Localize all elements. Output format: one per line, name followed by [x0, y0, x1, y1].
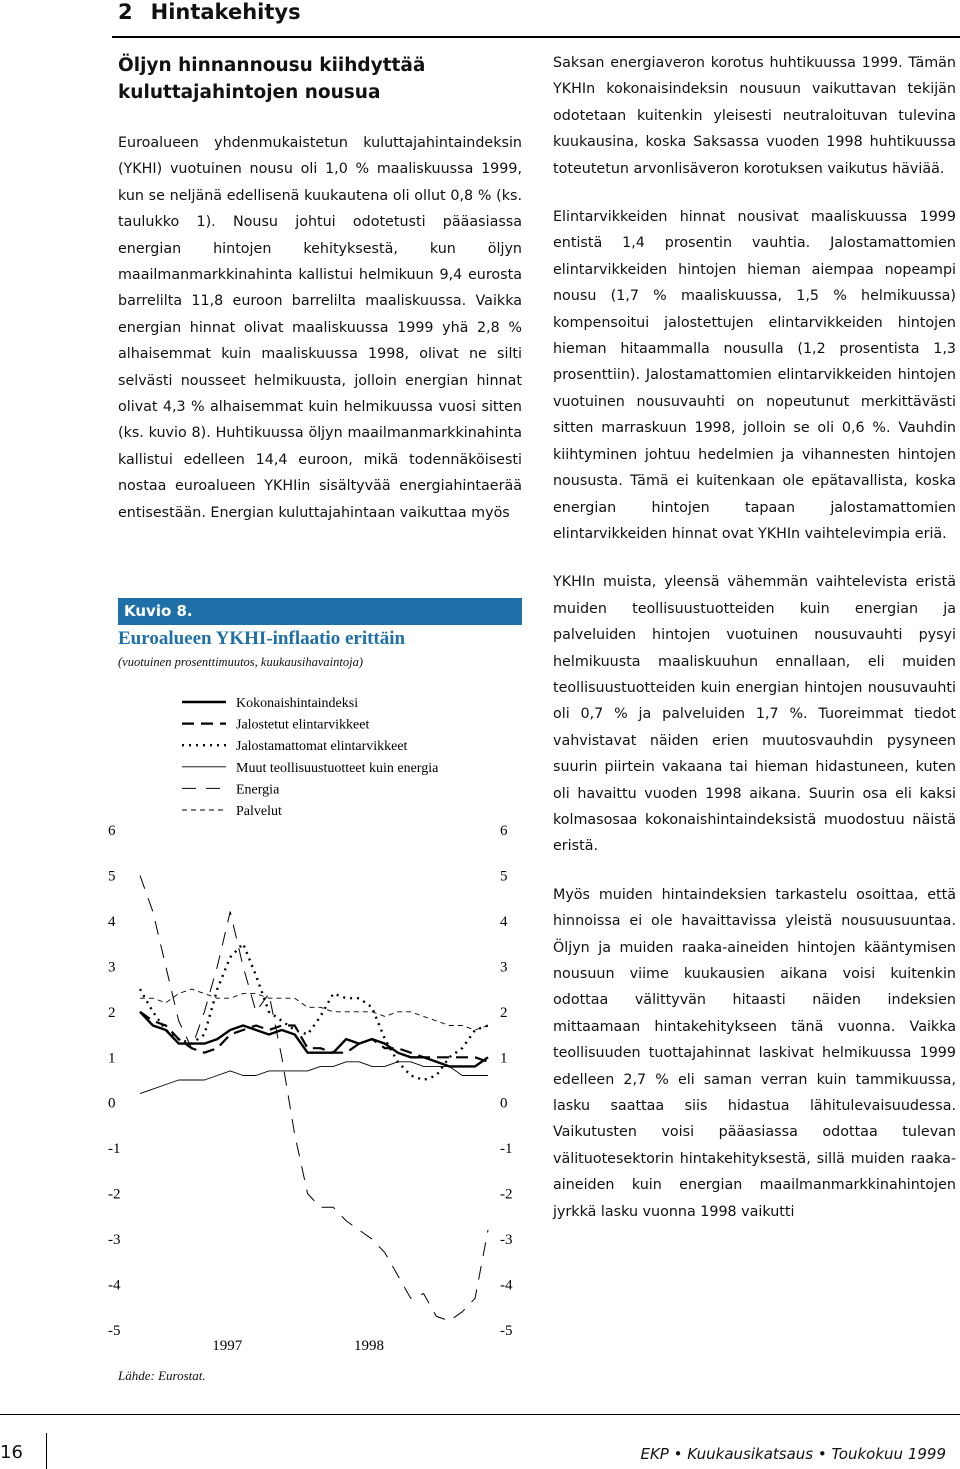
figure-tag-bar — [118, 598, 522, 625]
y-tick-label-left: 4 — [108, 913, 116, 930]
y-tick-label-left: 3 — [108, 959, 116, 976]
y-tick-label-left: -2 — [108, 1186, 121, 1203]
y-tick-label-right: -5 — [500, 1323, 513, 1339]
headline-line-1: Öljyn hinnannousu kiihdyttää — [118, 55, 426, 76]
legend-label-6: Palvelut — [236, 804, 282, 819]
y-tick-label-left: 1 — [108, 1050, 116, 1067]
y-tick-label-right: 2 — [500, 1004, 508, 1021]
y-tick-label-left: 2 — [108, 1004, 116, 1021]
right-paragraph-3: YKHIn muista, yleensä vähemmän vaihtelevista eristä muiden teollisuustuotteiden kuin energian ja palveluiden hintojen vuotuinen nousuvauhti pysyi helmikuusta maaliskuuhun ennallaan, eli muiden teollisuustuotteiden kuin energian hintojen nousuvauhti oli 0,7 % ja palveluiden 1,7 %. Tuoreimmat tiedot vahvistavat näiden erien muutosvauhdin pysyneen suurin piirtein vakaana tai hieman hidastuneen, kuten oli havaittu vuoden 1998 aikana. Suurin osa eli kaksi kolmasosaa kokonaishintaindeksistä muodostuu näistä eristä. — [553, 574, 956, 855]
series-line-5 — [140, 876, 488, 1321]
inflation-chart — [100, 680, 530, 1360]
y-tick-label-left: 6 — [108, 823, 116, 839]
y-tick-label-right: -2 — [500, 1186, 513, 1203]
legend-label-1: Kokonaishintaindeksi — [236, 696, 359, 711]
right-paragraph-4: Myös muiden hintaindeksien tarkastelu osoittaa, että hinnoissa ei ole havaittavissa yleistä nousuusuuntaa. Öljyn ja muiden raaka-aineiden hintojen kääntymisen nousuun viime kuukausien aikana voisi kuitenkin odottaa välittyvän hitaasti näiden indeksien mittaamaan hintakehitykseen tänä vuonna. Vaikka teollisuuden tuottajahinnat laskivat helmikuussa 1999 edelleen 2,7 % eli saman verran kuin tammikuussa, lasku saattaa siis hidastua lähitulevaisuudessa. Vaikutusten voisi pääasiassa odottaa tulevan välituotesektorin hintakehityksestä, sillä muiden raaka-aineiden kuin energian maailmanmarkkinahintojen jyrkkä lasku vuonna 1998 vaikutti — [553, 886, 956, 1220]
right-paragraph-1: Saksan energiaveron korotus huhtikuussa 1999. Tämän YKHIn kokonaisindeksin nousuun vaikuttavan tekijän odotetaan kuitenkin yleisesti neutraloituvan tulevina kuukausina, koska Saksassa vuoden 1998 huhtikuussa toteutetun arvonlisäveron korotuksen vaikutus häviää. — [553, 55, 956, 177]
series-line-2 — [140, 1012, 488, 1062]
page-number: 16 — [0, 1442, 23, 1463]
right-column — [553, 50, 956, 1225]
y-tick-label-left: 5 — [108, 868, 116, 885]
legend-label-5: Energia — [236, 782, 280, 798]
series-line-4 — [140, 1062, 488, 1094]
series-line-3 — [140, 944, 488, 1080]
y-tick-label-left: 0 — [108, 1095, 116, 1112]
figure-tag: Kuvio 8. — [124, 602, 193, 620]
y-tick-label-left: -4 — [108, 1277, 121, 1294]
y-tick-label-left: -5 — [108, 1323, 121, 1339]
figure-header — [118, 598, 522, 670]
top-rule — [112, 36, 960, 38]
y-tick-label-left: -1 — [108, 1141, 121, 1158]
legend-label-3: Jalostamattomat elintarvikkeet — [236, 739, 408, 755]
legend-label-4: Muut teollisuustuotteet kuin energia — [236, 760, 439, 776]
figure-subtitle: (vuotuinen prosenttimuutos, kuukausihavaintoja) — [118, 655, 363, 669]
figure-title: Euroalueen YKHI-inflaatio erittäin — [118, 628, 406, 649]
section-title: Hintakehitys — [150, 0, 301, 24]
x-tick-label: 1998 — [354, 1338, 384, 1354]
series-line-6 — [140, 989, 488, 1030]
bottom-rule — [0, 1414, 960, 1415]
x-tick-label: 1997 — [212, 1338, 243, 1354]
page-number-divider — [46, 1433, 47, 1469]
y-tick-label-right: 4 — [500, 913, 508, 930]
publication-footer: EKP • Kuukausikatsaus • Toukokuu 1999 — [640, 1445, 946, 1463]
series-line-1 — [140, 1012, 488, 1067]
y-tick-label-right: 0 — [500, 1095, 508, 1112]
y-tick-label-right: -3 — [500, 1232, 513, 1249]
figure-source: Lähde: Eurostat. — [118, 1368, 206, 1383]
left-paragraph: Euroalueen yhdenmukaistetun kuluttajahintaindeksin (YKHI) vuotuinen nousu oli 1,0 % maaliskuussa 1999, kun se neljänä edellisenä kuukautena oli ollut 0,8 % (ks. taulukko 1). Nousu johtui odotetusti pääasiassa energian hintojen kehityksestä, kun öljyn maailmanmarkkinahinta kallistui helmikuun 9,4 eurosta barrelilta 11,8 euroon barrelilta maaliskuussa. Vaikka energian hinnat olivat maaliskuussa 1999 yhä 2,8 % alhaisemmat kuin maaliskuussa 1998, olivat ne silti selvästi nousseet helmikuusta, jolloin energian hinnat olivat 4,3 % alhaisemmat kuin helmikuussa vuosi sitten (ks. kuvio 8). Huhtikuussa öljyn maailmanmarkkinahinta kallistui edelleen 14,4 euroon, mikä todennäköisesti nostaa euroalueen YKHIin sisältyvää energiahintaerää entisestään. Energian kuluttajahintaan vaikuttaa myös — [118, 135, 522, 521]
y-tick-label-right: 1 — [500, 1050, 508, 1067]
y-tick-label-right: 3 — [500, 959, 508, 976]
legend-label-2: Jalostetut elintarvikkeet — [236, 717, 370, 733]
y-tick-label-left: -3 — [108, 1232, 121, 1249]
article-headline — [118, 52, 522, 106]
y-tick-label-right: 6 — [500, 823, 508, 839]
y-tick-label-right: 5 — [500, 868, 508, 885]
y-tick-label-right: -4 — [500, 1277, 513, 1294]
left-column — [118, 52, 522, 526]
section-header — [118, 0, 301, 24]
headline-line-2: kuluttajahintojen nousua — [118, 82, 381, 103]
section-number: 2 — [118, 0, 133, 24]
y-tick-label-right: -1 — [500, 1141, 513, 1158]
right-paragraph-2: Elintarvikkeiden hinnat nousivat maaliskuussa 1999 entistä 1,4 prosentin vauhtia. Jalostamattomien elintarvikkeiden hintojen hieman aiempaa nopeampi nousu (1,7 % maaliskuussa, 1,5 % helmikuussa) kompensoitui jalostettujen elintarvikkeiden hintojen hieman hitaammalla nousulla (1,2 prosentista 1,3 prosenttiin). Jalostamattomien elintarvikkeiden hintojen vuotuinen nousuvauhti on nopeutunut merkittävästi sitten marraskuun 1998, jolloin se oli 0,6 %. Vauhdin kiihtyminen johtuu hedelmien ja vihannesten hintojen noususta. Tämä ei kuitenkaan ole epätavallista, koska energian hintojen tapaan jalostamattomien elintarvikkeiden hinnat ovat YKHIn vaihtelevimpia eriä. — [553, 209, 956, 542]
